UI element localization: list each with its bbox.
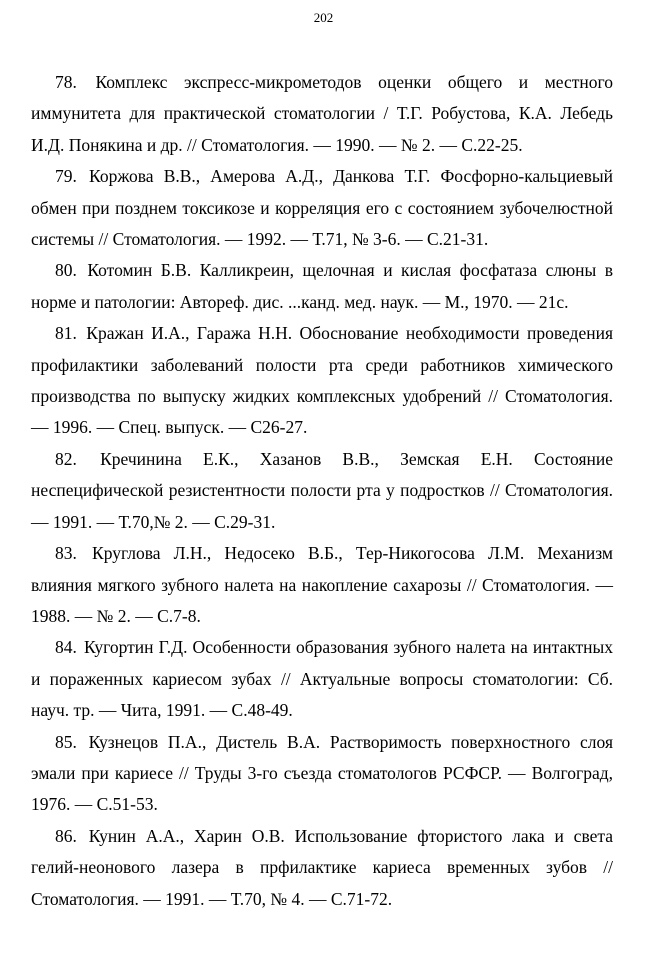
reference-text: Кунин А.А., Харин О.В. Использование фтористого лака и света гелий-неонового лазера в прфилактике кариеса временных зубов // Стоматология. — 1991. — Т.70, № 4. — С.71-72. — [31, 825, 614, 909]
reference-item — [31, 255, 613, 318]
reference-text: Кугортин Г.Д. Особенности образования зубного налета на интактных и пораженных кариесом зубах // Актуальные вопросы стоматологии: Сб. науч. тр. — Чита, 1991. — С.48-49. — [31, 637, 613, 721]
reference-list — [31, 67, 613, 915]
reference-item — [31, 444, 613, 538]
reference-item — [31, 67, 613, 161]
reference-number: 78. — [55, 72, 77, 92]
reference-number: 85. — [55, 731, 77, 752]
reference-item — [31, 727, 613, 821]
reference-text: Коржова В.В., Амерова А.Д., Данкова Т.Г. Фосфорно-кальциевый обмен при позднем токсикозе и корреляция его с состоянием зубочелюстной системы // Стоматология. — 1992. — Т.71, № 3-6. — С.21-31. — [31, 166, 613, 250]
reference-number: 81. — [55, 323, 77, 344]
reference-text: Котомин Б.В. Калликреин, щелочная и кислая фосфатаза слюны в норме и патологии: Автореф. дис. ...канд. мед. наук. — М., 1970. — 21с. — [31, 260, 614, 312]
reference-item — [31, 632, 613, 726]
reference-number: 80. — [55, 260, 77, 281]
reference-number: 79. — [55, 166, 77, 187]
reference-item — [31, 821, 613, 915]
reference-text: Кречинина Е.К., Хазанов В.В., Земская Е.Н. Состояние неспецифической резистентности полости рта у подростков // Стоматология. — 1991. — Т.70,№ 2. — С.29-31. — [31, 448, 614, 532]
reference-number: 83. — [55, 543, 77, 564]
reference-number: 82. — [55, 448, 77, 469]
reference-text: Комплекс экспресс-микрометодов оценки общего и местного иммунитета для практической стоматологии / Т.Г. Робустова, К.А. Лебедь И.Д. Понякина и др. // Стоматология. — 1990. — № 2. — С.22-25. — [31, 72, 614, 155]
page-number: 202 — [313, 10, 334, 25]
reference-item — [31, 318, 613, 444]
reference-number: 86. — [55, 825, 77, 846]
reference-item — [31, 538, 613, 632]
reference-text: Кузнецов П.А., Дистель В.А. Растворимость поверхностного слоя эмали при кариесе // Труды 3-го съезда стоматологов РСФСР. — Волгоград, 1976. — С.51-53. — [31, 731, 614, 815]
reference-text: Круглова Л.Н., Недосеко В.Б., Тер-Никогосова Л.М. Механизм влияния мягкого зубного налета на накопление сахарозы // Стоматология. — 1988. — № 2. — С.7-8. — [31, 543, 613, 626]
reference-number: 84. — [55, 637, 77, 658]
reference-item — [31, 161, 613, 255]
reference-text: Кражан И.А., Гаража Н.Н. Обоснование необходимости проведения профилактики заболеваний полости рта среди работников химического производства по выпуску жидких комплексных удобрений // Стоматология. — 1996. — Спец. выпуск. — С26-27. — [31, 323, 614, 438]
